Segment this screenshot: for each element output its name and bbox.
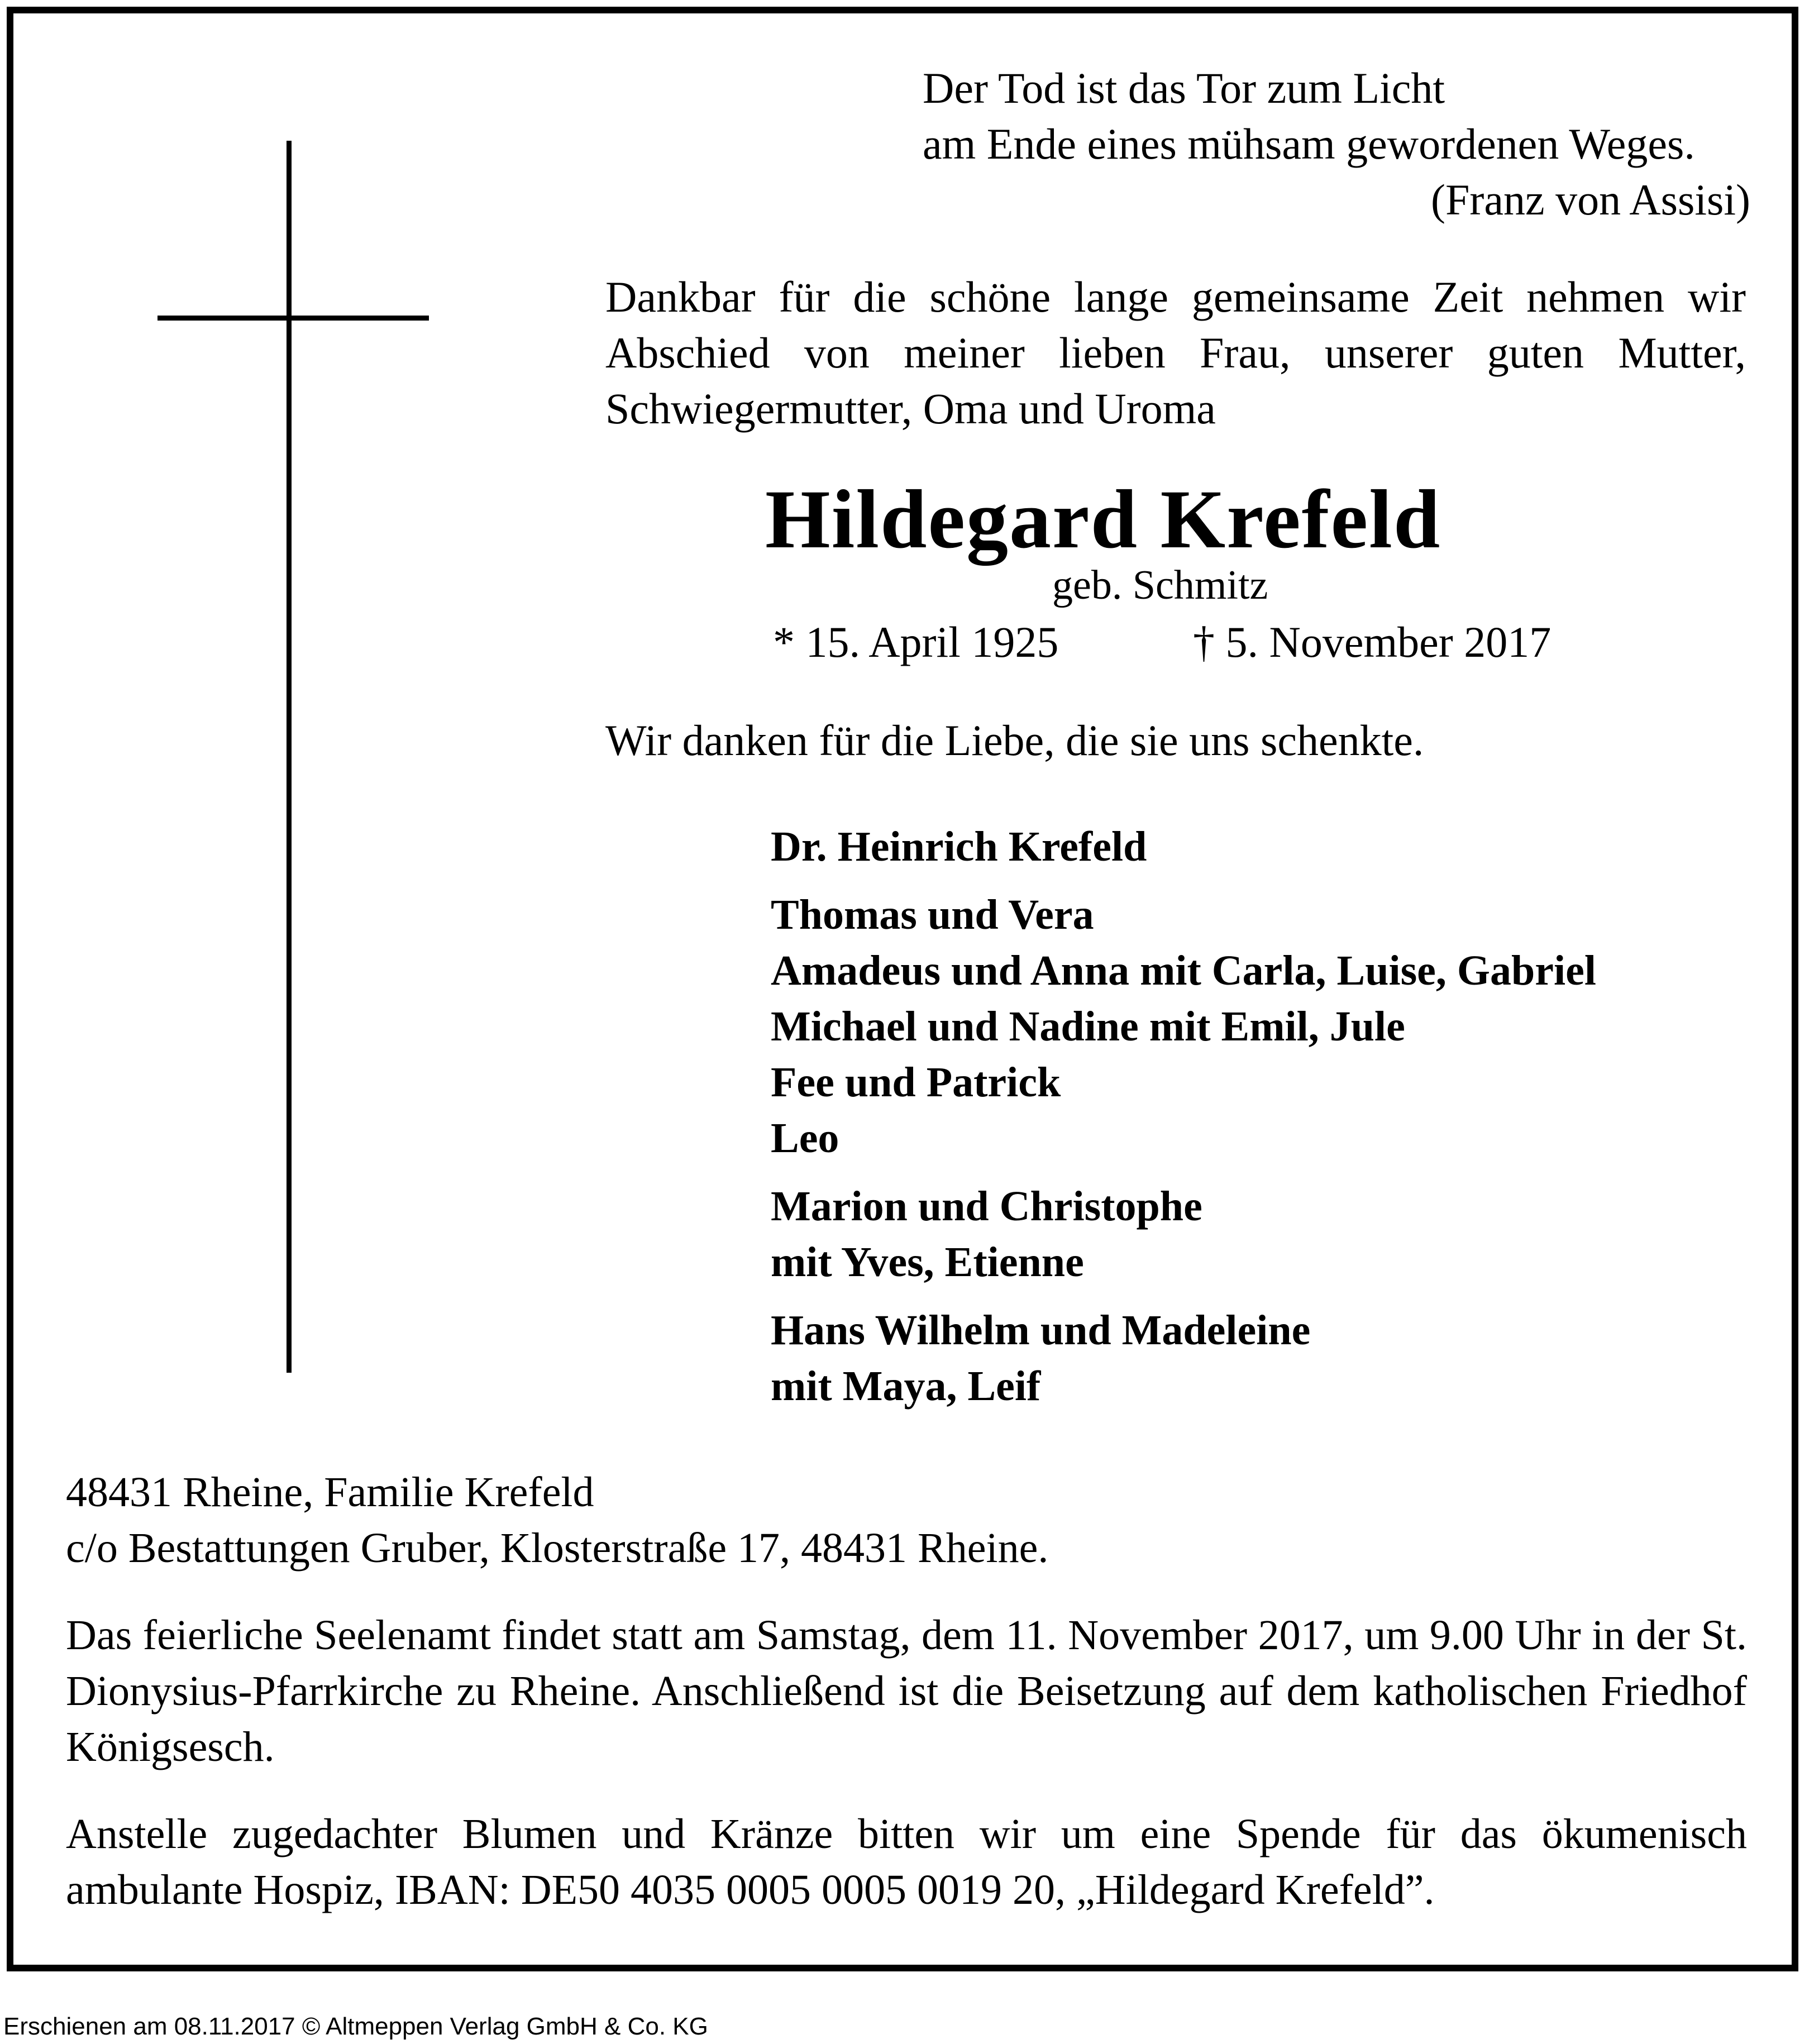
service-paragraph: Das feierliche Seelenamt findet statt am Samstag, dem 11. November 2017, um 9.00 Uhr in der St. Dionysius-Pfarrkirche zu Rheine. Anschließend ist die Beisetzung auf dem katholischen Friedhof Königsesch.	[66, 1612, 1747, 1770]
mourner-line: mit Yves, Etienne	[771, 1239, 1084, 1286]
donation-paragraph: Anstelle zugedachter Blumen und Kränze bitten wir um eine Spende für das ökumenisch ambulante Hospiz, IBAN: DE50 4035 0005 0005 0019 20, „Hildegard Krefeld”.	[66, 1811, 1747, 1913]
motto	[923, 60, 1695, 172]
mourner-group	[771, 1178, 1596, 1290]
mourner-group	[771, 1302, 1596, 1414]
mourner-line: Thomas und Vera	[771, 891, 1094, 938]
maiden-name: geb. Schmitz	[1052, 562, 1268, 608]
mourners-list	[771, 819, 1596, 1426]
cross-icon	[287, 141, 292, 1373]
address-line: 48431 Rheine, Familie Krefeld	[66, 1469, 594, 1516]
mourner-line: mit Maya, Leif	[771, 1363, 1041, 1410]
mourner-group	[771, 887, 1596, 1166]
death-date: † 5. November 2017	[1193, 618, 1552, 666]
mourner-line: Amadeus und Anna mit Carla, Luise, Gabriel	[771, 947, 1596, 994]
address-block	[66, 1464, 1048, 1576]
intro-text: Dankbar für die schöne lange gemeinsame Zeit nehmen wir Abschied von meiner lieben Frau, unserer guten Mutter, Schwiegermutter, Oma und Uroma	[605, 273, 1746, 433]
mourner-line: Hans Wilhelm und Madeleine	[771, 1307, 1311, 1354]
mourner-line: Dr. Heinrich Krefeld	[771, 823, 1147, 870]
publication-footer: Erschienen am 08.11.2017 © Altmeppen Verlag GmbH & Co. KG	[3, 2013, 708, 2040]
motto-line: am Ende eines mühsam gewordenen Weges.	[923, 120, 1695, 168]
birth-date: * 15. April 1925	[773, 618, 1059, 666]
motto-author: (Franz von Assisi)	[1431, 175, 1750, 224]
mourner-line: Fee und Patrick	[771, 1059, 1061, 1106]
thanks-line: Wir danken für die Liebe, die sie uns schenkte.	[605, 716, 1424, 765]
address-line: c/o Bestattungen Gruber, Klosterstraße 17, 48431 Rheine.	[66, 1525, 1049, 1572]
cross-icon-bar	[157, 316, 429, 321]
deceased-name: Hildegard Krefeld	[765, 473, 1441, 566]
mourner-line: Leo	[771, 1115, 839, 1162]
mourner-group	[771, 819, 1596, 875]
mourner-line: Marion und Christophe	[771, 1183, 1202, 1230]
motto-line: Der Tod ist das Tor zum Licht	[923, 64, 1445, 112]
mourner-line: Michael und Nadine mit Emil, Jule	[771, 1003, 1405, 1050]
